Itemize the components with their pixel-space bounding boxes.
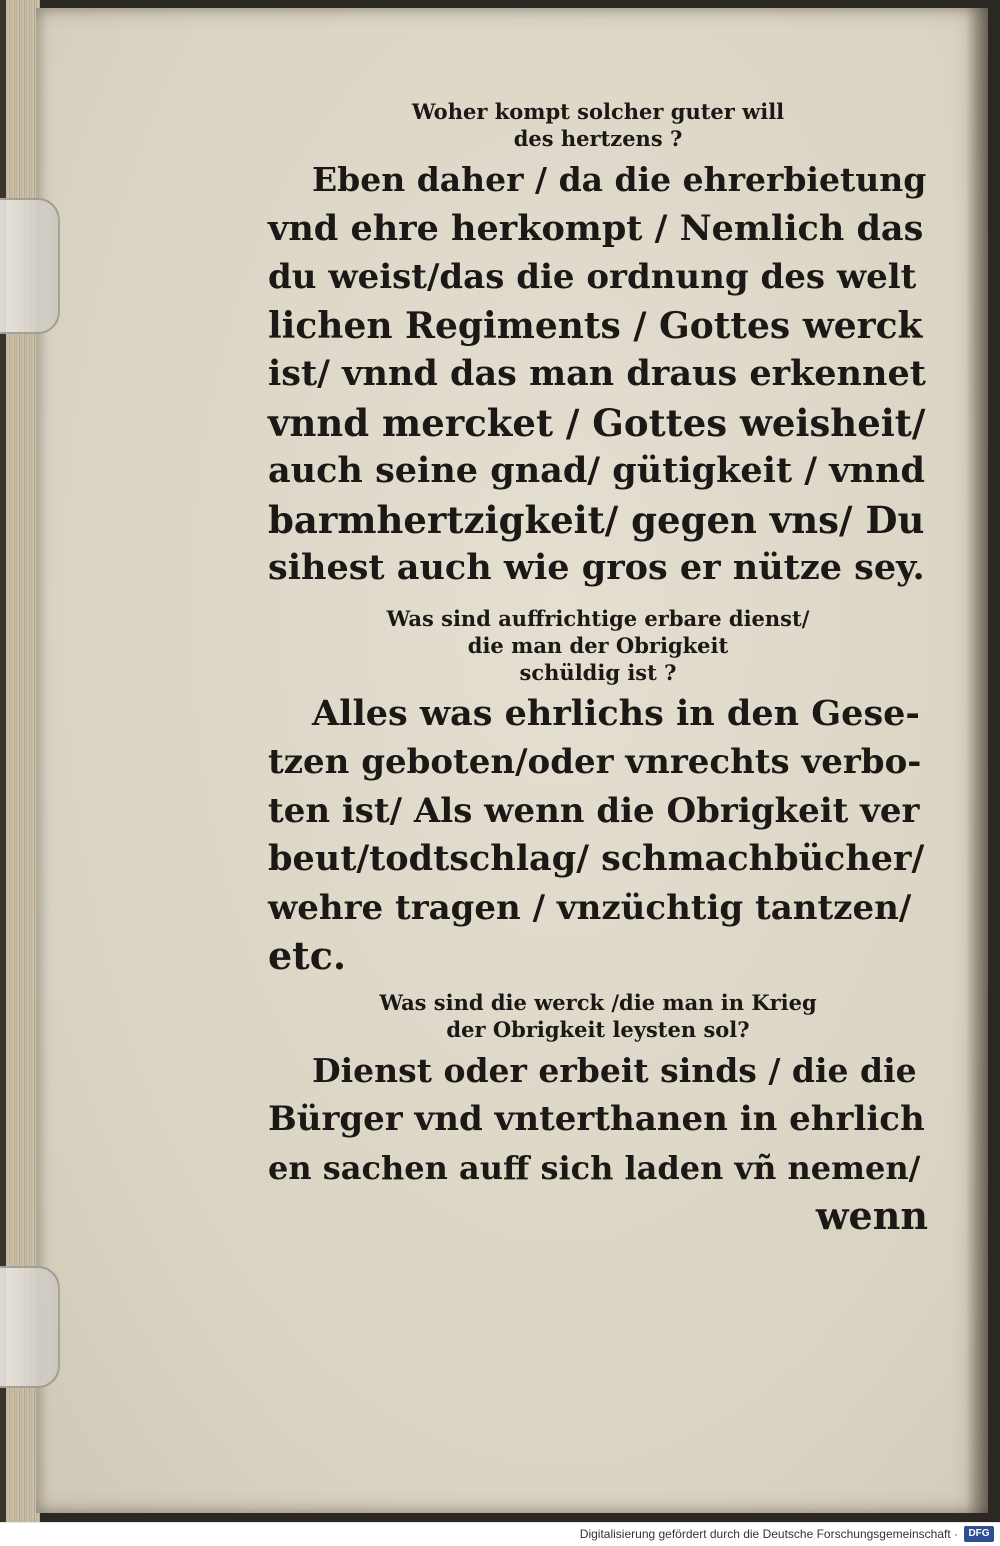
text-line: Was sind die werck /die man in Krieg [379, 989, 817, 1015]
text-line: barmhertzigkeit/ gegen vns/ Du [268, 497, 925, 542]
page-clip-bottom [0, 1266, 60, 1388]
answer-paragraph-1 [268, 156, 928, 593]
question-heading-2 [268, 605, 928, 686]
dfg-logo: DFG [964, 1526, 994, 1542]
text-line: du weist/das die ordnung des welt [268, 257, 917, 297]
text-line: tzen geboten/oder vnrechts verbo- [268, 742, 922, 782]
text-line: des hertzens ? [513, 126, 683, 151]
text-line: Bürger vnd vnterthanen in ehrlich [268, 1099, 925, 1139]
text-line: schüldig ist ? [519, 659, 677, 685]
text-line: beut/todtschlag/ schmachbücher/ [268, 838, 925, 879]
text-line: ten ist/ Als wenn die Obrigkeit ver [268, 790, 920, 831]
question-heading-1 [268, 98, 928, 152]
text-line: Woher kompt solcher guter will [411, 99, 785, 124]
page-clip-top [0, 198, 60, 334]
text-line: wehre tragen / vnzüchtig tantzen/ [268, 887, 912, 928]
text-line: auch seine gnad/ gütigkeit / vnnd [268, 450, 925, 491]
text-line: sihest auch wie gros er nütze sey. [268, 547, 925, 588]
catchword: wenn [815, 1193, 928, 1238]
page-gutter-shadow [966, 8, 988, 1513]
text-line: lichen Regiments / Gottes werck [268, 304, 923, 347]
text-line: vnnd mercket / Gottes weisheit/ [268, 400, 926, 445]
text-line: vnd ehre herkompt / Nemlich das [268, 207, 924, 249]
answer-paragraph-2 [268, 690, 928, 981]
text-line: en sachen auff sich laden vñ nemen/ [268, 1148, 921, 1187]
text-line: etc. [268, 933, 347, 978]
text-line: der Obrigkeit leysten sol? [446, 1016, 750, 1042]
text-line: Dienst oder erbeit sinds / die die [312, 1050, 917, 1090]
text-line: Eben daher / da die ehrerbietung [312, 160, 927, 199]
text-line: ist/ vnnd das man draus erkennet [268, 353, 926, 394]
text-line: die man der Obrigkeit [467, 632, 729, 658]
footer-bar [0, 1522, 1000, 1546]
text-line: Was sind auffrichtige erbare dienst/ [386, 605, 810, 631]
funding-notice: Digitalisierung gefördert durch die Deutsche Forschungsgemeinschaft · [579, 1527, 958, 1541]
question-heading-3 [268, 989, 928, 1043]
page-text-block [268, 98, 928, 1248]
answer-paragraph-3 [268, 1047, 928, 1241]
text-line: Alles was ehrlichs in den Gese- [312, 692, 920, 734]
